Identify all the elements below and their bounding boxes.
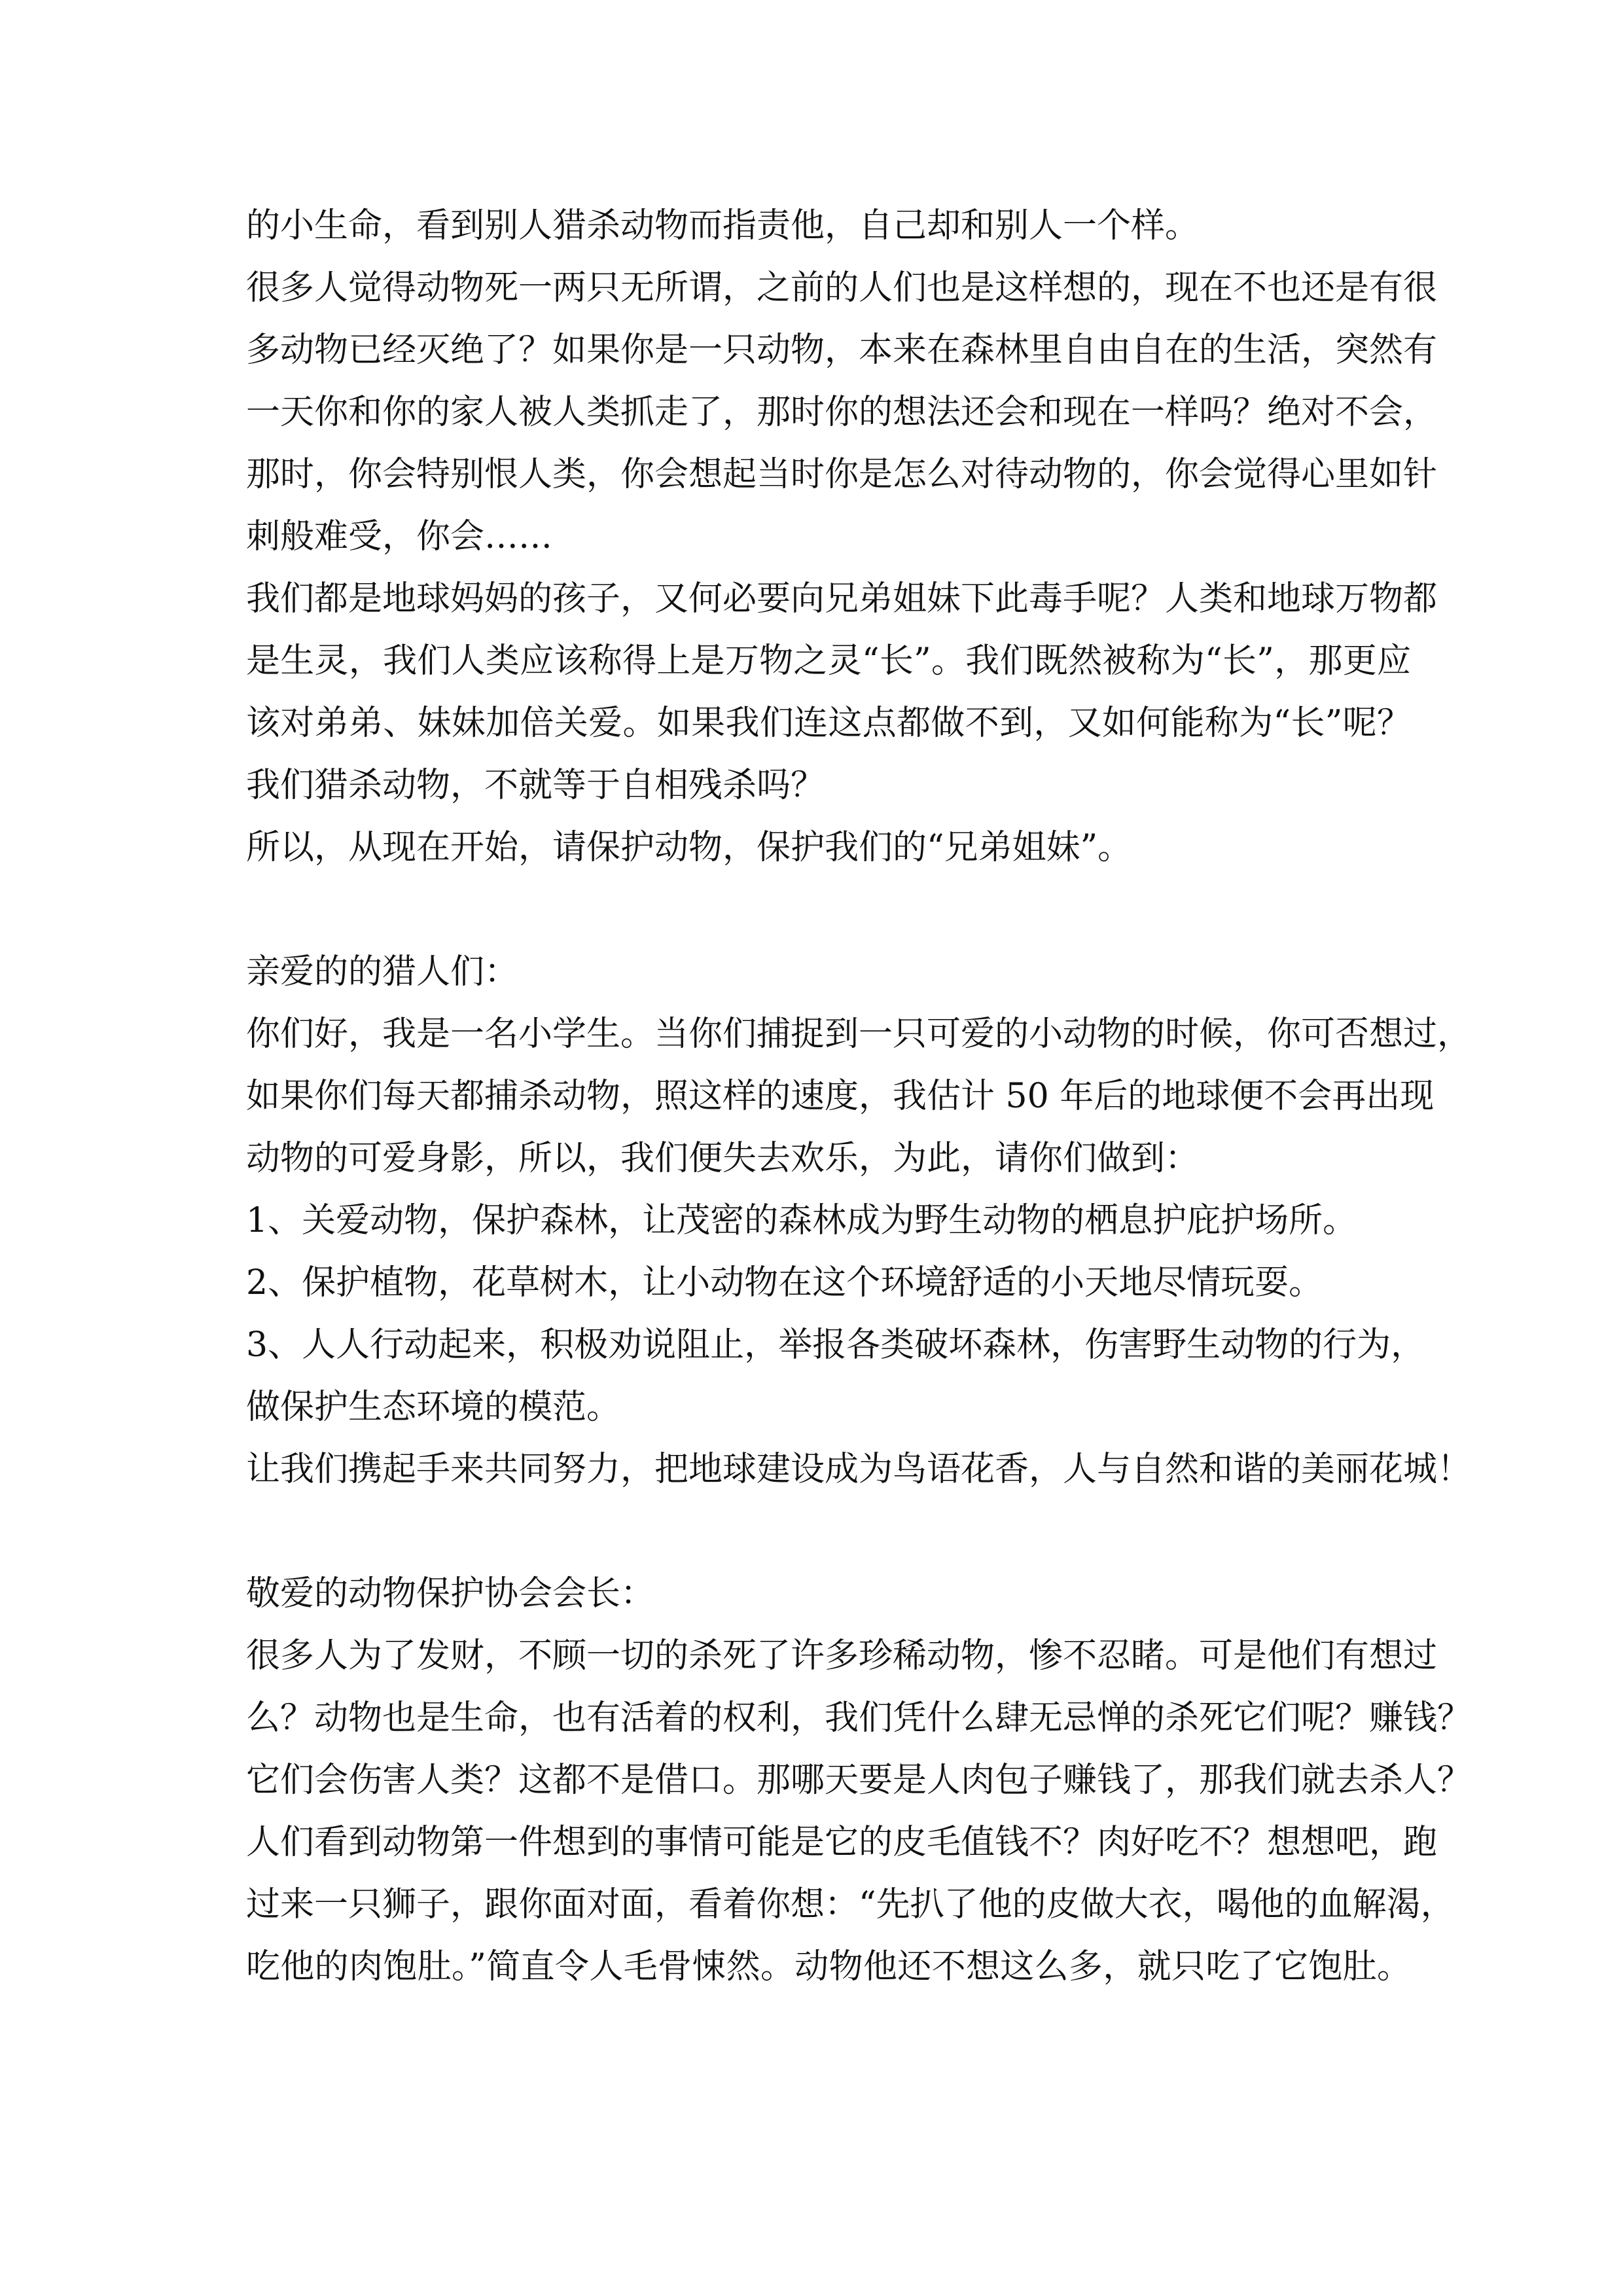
list-item: 1、关爱动物，保护森林，让茂密的森林成为野生动物的栖息护庇护场所。 [246,1201,1357,1240]
paragraph-line: 如果你们每天都捕杀动物，照这样的速度，我估计 50 年后的地球便不会再出现 [246,1077,1435,1116]
paragraph-line: 做保护生态环境的模范。 [246,1388,621,1427]
paragraph-line: 一天你和你的家人被人类抓走了，那时你的想法还会和现在一样吗？绝对不会， [246,393,1438,432]
document-body [246,195,1472,1998]
paragraph-gap [246,1501,1411,1563]
paragraph-line: 吃他的肉饱肚。”简直令人毛骨悚然。动物他还不想这么多，就只吃了它饱肚。 [246,1947,1411,1986]
paragraph-line: 让我们携起手来共同努力，把地球建设成为鸟语花香，人与自然和谐的美丽花城！ [246,1450,1472,1489]
paragraph-line: 是生灵，我们人类应该称得上是万物之灵“长”。我们既然被称为“长”，那更应 [246,641,1411,681]
paragraph-gap [246,879,1411,941]
paragraph-line: 所以，从现在开始，请保护动物，保护我们的“兄弟姐妹”。 [246,828,1132,867]
paragraph-line: 的小生命，看到别人猎杀动物而指责他，自己却和别人一个样。 [246,206,1200,245]
paragraph-line: 我们猎杀动物，不就等于自相残杀吗？ [246,766,825,805]
paragraph-line: 么？动物也是生命，也有活着的权利，我们凭什么肆无忌惮的杀死它们呢？赚钱？ [246,1698,1472,1738]
list-item: 3、人人行动起来，积极劝说阻止，举报各类破坏森林，伤害野生动物的行为， [246,1325,1425,1365]
paragraph-line: 该对弟弟、妹妹加倍关爱。如果我们连这点都做不到，又如何能称为“长”呢？ [246,704,1411,743]
paragraph-line: 动物的可爱身影，所以，我们便失去欢乐，为此，请你们做到： [246,1139,1200,1178]
paragraph-line: 你们好，我是一名小学生。当你们捕捉到一只可爱的小动物的时候，你可否想过， [246,1014,1472,1054]
paragraph-line: 我们都是地球妈妈的孩子，又何必要向兄弟姐妹下此毒手呢？人类和地球万物都 [246,579,1438,619]
letter-greeting: 亲爱的的猎人们： [246,952,519,992]
paragraph-line: 很多人觉得动物死一两只无所谓，之前的人们也是这样想的，现在不也还是有很 [246,268,1438,308]
list-item: 2、保护植物，花草树木，让小动物在这个环境舒适的小天地尽情玩耍。 [246,1263,1323,1302]
paragraph-line: 多动物已经灭绝了？如果你是一只动物，本来在森林里自由自在的生活，突然有 [246,331,1438,370]
paragraph-line: 很多人为了发财，不顾一切的杀死了许多珍稀动物，惨不忍睹。可是他们有想过 [246,1636,1438,1676]
paragraph-line: 过来一只狮子，跟你面对面，看着你想：“先扒了他的皮做大衣，喝他的血解渴， [246,1885,1455,1924]
paragraph-line: 人们看到动物第一件想到的事情可能是它的皮毛值钱不？肉好吃不？想想吧，跑 [246,1823,1438,1862]
paragraph-line: 那时，你会特别恨人类，你会想起当时你是怎么对待动物的，你会觉得心里如针 [246,455,1438,494]
letter-greeting: 敬爱的动物保护协会会长： [246,1574,655,1613]
paragraph-line: 它们会伤害人类？这都不是借口。那哪天要是人肉包子赚钱了，那我们就去杀人？ [246,1761,1472,1800]
paragraph-line: 刺般难受，你会…… [246,517,553,556]
